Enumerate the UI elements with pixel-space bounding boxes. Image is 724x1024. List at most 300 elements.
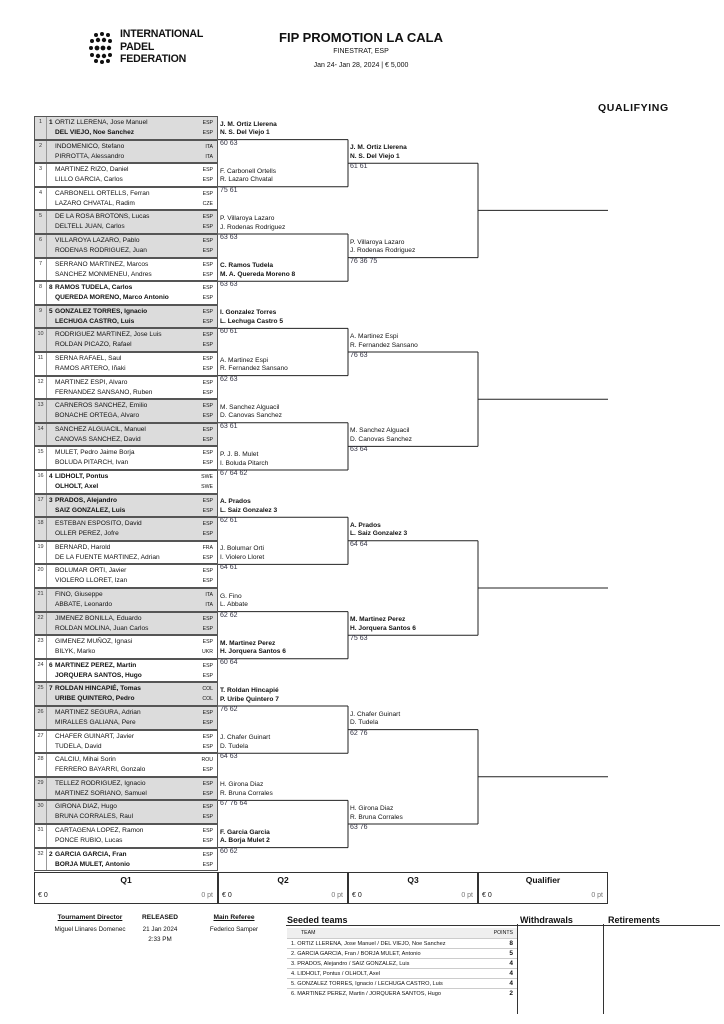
draw-row	[34, 116, 218, 140]
q3-match	[350, 616, 416, 633]
draw-row	[34, 210, 218, 234]
player-name: CANOVAS SANCHEZ, David	[55, 435, 141, 443]
released-label: RELEASED	[142, 914, 178, 921]
player-nationality: ESP	[202, 568, 213, 575]
q3-match	[350, 144, 407, 161]
draw-position: 20	[35, 565, 47, 587]
team-player-1: J. Chafer Guinart	[220, 734, 271, 742]
team-player-1: H. Girona Diaz	[350, 805, 394, 812]
player-nationality: ESP	[202, 295, 213, 302]
q3-match	[350, 427, 412, 444]
seed-rank: 4.	[291, 971, 296, 977]
draw-position: 26	[35, 707, 47, 729]
seed-number: 1	[49, 119, 53, 126]
player-name: MARTINEZ PEREZ, Martin	[55, 661, 137, 669]
player-name: RAMOS ARTERO, Iñaki	[55, 365, 126, 372]
draw-position: 6	[35, 235, 47, 257]
player-name: MARTINEZ ESPI, Alvaro	[55, 378, 128, 386]
player-name: DELTELL JUAN, Carlos	[55, 223, 125, 231]
released-date: 21 Jan 2024	[142, 926, 178, 933]
q2-match	[220, 545, 264, 562]
q2-match	[220, 687, 279, 704]
player-nationality: ESP	[202, 342, 213, 349]
team-player-2: L. Saiz Gonzalez 3	[350, 530, 408, 538]
player-nationality: ESP	[202, 804, 213, 811]
player-name: CARTAGENA LOPEZ, Ramon	[55, 827, 144, 834]
player-name: CARBONELL ORTELLS, Ferran	[55, 189, 150, 197]
team-player-1: M. Martinez Perez	[220, 639, 276, 647]
q2-match	[220, 357, 288, 374]
match-score: 60 63	[220, 139, 238, 147]
team-player-1: H. Girona Diaz	[220, 781, 264, 789]
seed-team: PRADOS, Alejandro / SAIZ GONZALEZ, Luis	[297, 961, 410, 967]
player-nationality: ESP	[202, 780, 213, 787]
team-player-2: R. Bruna Corrales	[350, 813, 403, 821]
player-nationality: ESP	[202, 838, 213, 844]
player-name: SANCHEZ MONMENEU, Andres	[55, 270, 152, 278]
tournament-director	[40, 914, 140, 935]
draw-row	[34, 258, 218, 282]
player-nationality: ESP	[202, 861, 213, 868]
seed-number: 5	[49, 307, 53, 315]
player-nationality: ITA	[205, 592, 213, 598]
tournament-location: FINESTRAT, ESP	[333, 48, 389, 55]
player-name: SERNA RAFAEL, Saul	[55, 355, 122, 362]
draw-row	[34, 470, 218, 494]
player-nationality: ESP	[202, 828, 213, 834]
team-player-1: M. Sanchez Alguacil	[220, 403, 280, 411]
draw-row	[34, 588, 218, 612]
team-player-2: L. Abbate	[220, 601, 248, 609]
player-name: LILLO GARCIA, Carlos	[55, 176, 123, 184]
team-player-1: F. Garcia Garcia	[220, 828, 270, 836]
draw-row	[34, 376, 218, 400]
team-player-1: P. J. B. Mulet	[220, 451, 259, 458]
team-player-2: J. Rodenas Rodriguez	[220, 223, 286, 231]
logo-line-1: INTERNATIONAL	[120, 28, 204, 40]
prize-money: € 0	[482, 892, 492, 899]
player-name: MARTINEZ RIZO, Daniel	[55, 166, 129, 174]
player-nationality: ESP	[202, 814, 213, 821]
draw-position: 29	[35, 778, 47, 800]
seeded-team-row	[287, 978, 517, 988]
withdrawals-title: Withdrawals	[520, 915, 573, 925]
match-score: 63 61	[220, 422, 238, 430]
match-score: 62 63	[220, 375, 238, 383]
draw-position: 23	[35, 636, 47, 658]
player-name: MARTINEZ SORIANO, Samuel	[55, 789, 147, 797]
draw-position: 7	[35, 259, 47, 281]
retirements-title: Retirements	[608, 915, 661, 925]
tournament-dates: Jan 24- Jan 28, 2024 | € 5,000	[313, 62, 409, 69]
q2-match	[220, 168, 276, 185]
player-name: FERRERO BAYARRI, Gonzalo	[55, 766, 146, 774]
match-score: 60 64	[220, 658, 238, 666]
seed-points: 8	[509, 940, 513, 947]
seed-team: MARTINEZ PEREZ, Martin / JORQUERA SANTOS, Hugo	[297, 991, 441, 997]
draw-row	[34, 305, 218, 329]
draw-row	[34, 399, 218, 423]
draw-row	[34, 446, 218, 470]
match-score: 63 63	[220, 234, 238, 241]
team-player-1: J. Bolumar Orti	[220, 545, 264, 553]
player-name: SANCHEZ ALGUACIL, Manuel	[55, 425, 146, 433]
logo-line-2: PADEL	[120, 40, 155, 53]
player-nationality: ESP	[202, 379, 213, 386]
main-referee	[196, 914, 272, 935]
logo-line-3: FEDERATION	[120, 53, 187, 66]
referee-label: Main Referee	[213, 914, 255, 921]
player-nationality: ESP	[202, 177, 213, 184]
player-name: CHAFER GUINART, Javier	[55, 732, 135, 740]
draw-position: 8	[35, 282, 47, 304]
match-score: 67 64 62	[220, 470, 248, 477]
draw-position: 22	[35, 613, 47, 635]
player-nationality: ESP	[202, 497, 213, 504]
draw-position: 2	[35, 141, 47, 163]
player-name: MARTINEZ SEGURA, Adrian	[55, 709, 141, 716]
seed-points: 5	[509, 950, 513, 957]
draw-row	[34, 730, 218, 754]
player-name: MULET, Pedro Jaime Borja	[55, 449, 135, 457]
prize-points: 0 pt	[461, 892, 473, 899]
seed-points: 4	[509, 970, 513, 977]
draw-position: 13	[35, 400, 47, 422]
player-nationality: ESP	[202, 389, 213, 396]
player-name: QUEREDA MORENO, Marco Antonio	[55, 294, 169, 302]
player-name: ROLDAN PICAZO, Rafael	[55, 341, 132, 349]
draw-row	[34, 187, 218, 211]
player-nationality: ESP	[202, 790, 213, 797]
draw-position: 10	[35, 329, 47, 351]
q2-match	[220, 781, 273, 798]
seed-points: 4	[509, 980, 513, 987]
seed-rank: 1.	[291, 941, 296, 947]
team-player-2: P. Uribe Quintero 7	[220, 695, 279, 703]
prize-points: 0 pt	[201, 892, 213, 899]
seeded-team-row	[287, 958, 517, 968]
player-name: PRADOS, Alejandro	[55, 496, 118, 504]
player-name: RAMOS TUDELA, Carlos	[55, 284, 133, 292]
prize-money: € 0	[352, 892, 362, 899]
match-score: 60 62	[220, 847, 238, 855]
draw-row	[34, 281, 218, 305]
team-player-1: P. Villaroya Lazaro	[220, 215, 275, 222]
draw-row	[34, 494, 218, 518]
team-player-1: M. Martinez Perez	[350, 616, 406, 624]
draw-row	[34, 753, 218, 777]
match-score: 64 63	[220, 753, 238, 761]
player-name: URIBE QUINTERO, Pedro	[55, 695, 135, 703]
player-name: RODRIGUEZ MARTINEZ, Jose Luis	[55, 331, 162, 339]
director-label: Tournament Director	[57, 914, 123, 921]
team-player-2: D. Tudela	[220, 742, 249, 750]
footer-rule	[286, 925, 720, 926]
q3-match	[350, 522, 407, 539]
player-nationality: ESP	[202, 318, 213, 325]
seeded-team-row	[287, 988, 517, 998]
draw-position: 15	[35, 447, 47, 469]
player-nationality: ESP	[202, 238, 213, 244]
match-score: 64 64	[350, 540, 368, 548]
player-name: MIRALLES GALIANA, Pere	[55, 719, 136, 726]
player-name: SAIZ GONZALEZ, Luis	[55, 506, 126, 514]
player-name: DE LA FUENTE MARTINEZ, Adrian	[55, 553, 160, 561]
player-name: ABBATE, Leonardo	[55, 601, 113, 608]
seeded-header-row	[287, 928, 517, 938]
team-player-2: L. Lechuga Castro 5	[220, 317, 284, 325]
match-score: 76 36 75	[350, 257, 378, 265]
q3-match	[350, 239, 415, 256]
seed-points: 4	[509, 960, 513, 967]
player-name: BERNARD, Harold	[55, 543, 111, 551]
team-player-1: M. Sanchez Alguacil	[350, 427, 410, 435]
player-nationality: ESP	[202, 224, 213, 231]
team-player-2: D. Canovas Sanchez	[350, 435, 412, 443]
team-player-2: L. Saiz Gonzalez 3	[220, 506, 278, 514]
team-player-2: R. Fernandez Sansano	[350, 341, 418, 349]
draw-position: 1	[35, 117, 47, 139]
player-nationality: ESP	[202, 130, 213, 136]
player-name: LECHUGA CASTRO, Luis	[55, 317, 135, 325]
team-player-1: T. Roldan Hincapié	[220, 687, 279, 694]
player-nationality: ITA	[205, 143, 213, 150]
prize-q1	[34, 872, 218, 904]
player-nationality: ESP	[202, 743, 213, 750]
referee-name: Federico Samper	[209, 926, 259, 933]
player-name: ORTIZ LLERENA, Jose Manuel	[55, 119, 148, 126]
team-player-2: M. A. Quereda Moreno 8	[220, 270, 296, 278]
player-name: GIMENEZ MUÑOZ, Ignasi	[55, 638, 133, 646]
player-name: VILLAROYA LAZARO, Pablo	[55, 237, 140, 244]
team-player-1: I. Gonzalez Torres	[220, 309, 277, 317]
player-nationality: ESP	[202, 248, 213, 254]
team-player-1: F. Carbonell Ortells	[220, 167, 277, 175]
seed-number: 3	[49, 496, 53, 504]
player-name: BOLUMAR ORTI, Javier	[55, 567, 127, 575]
q2-match	[220, 593, 248, 610]
draw-position: 32	[35, 849, 47, 871]
q2-match	[220, 829, 270, 846]
released-time: 2:33 PM	[148, 935, 172, 943]
team-player-2: H. Jorquera Santos 6	[220, 648, 286, 656]
q2-match	[220, 734, 270, 751]
seeded-team-row	[287, 938, 517, 948]
draw-section-title: QUALIFYING	[598, 102, 669, 114]
seed-number: 8	[49, 284, 53, 292]
player-name: JIMENEZ BONILLA, Eduardo	[55, 614, 142, 622]
q3-match	[350, 805, 403, 822]
team-player-2: D. Canovas Sanchez	[220, 412, 282, 420]
footer-divider	[603, 924, 604, 1014]
draw-row	[34, 635, 218, 659]
q2-match	[220, 640, 286, 657]
match-score: 60 61	[220, 328, 238, 336]
q2-match	[220, 498, 277, 515]
draw-row	[34, 423, 218, 447]
player-name: GARCIA GARCIA, Fran	[55, 850, 127, 858]
player-name: FERNANDEZ SANSANO, Ruben	[55, 388, 153, 396]
draw-position: 17	[35, 495, 47, 517]
player-nationality: SWE	[201, 484, 213, 490]
player-name: DEL VIEJO, Noe Sanchez	[55, 129, 135, 136]
player-name: OLHOLT, Axel	[55, 483, 99, 490]
draw-position: 11	[35, 353, 47, 375]
player-nationality: ESP	[202, 120, 213, 126]
player-nationality: ESP	[202, 720, 213, 726]
team-player-1: J. Chafer Guinart	[350, 710, 401, 718]
player-nationality: ESP	[202, 450, 213, 457]
match-score: 75 61	[220, 186, 238, 194]
team-player-1: P. Villaroya Lazaro	[350, 238, 405, 246]
player-nationality: ESP	[202, 662, 213, 669]
player-nationality: ESP	[202, 625, 213, 632]
player-nationality: ESP	[202, 615, 213, 622]
draw-row	[34, 800, 218, 824]
player-nationality: ITA	[205, 153, 213, 160]
team-player-2: H. Jorquera Santos 6	[350, 624, 416, 632]
seed-rank: 5.	[291, 981, 296, 987]
player-nationality: ESP	[202, 261, 213, 268]
player-nationality: ESP	[202, 308, 213, 315]
player-name: INDOMENICO, Stefano	[55, 142, 125, 150]
player-nationality: ESP	[202, 521, 213, 528]
player-nationality: ESP	[202, 851, 213, 858]
player-nationality: ESP	[202, 403, 213, 410]
match-score: 63 64	[350, 446, 368, 454]
player-nationality: ESP	[202, 285, 213, 292]
draw-row	[34, 564, 218, 588]
player-nationality: ESP	[202, 366, 213, 372]
draw-row	[34, 848, 218, 872]
player-nationality: ESP	[202, 767, 213, 774]
seed-rank: 3.	[291, 961, 296, 967]
draw-row	[34, 352, 218, 376]
player-nationality: ITA	[205, 602, 213, 608]
q3-match	[350, 333, 418, 350]
seed-number: 6	[49, 661, 53, 669]
draw-row	[34, 659, 218, 683]
draw-position: 19	[35, 542, 47, 564]
draw-position: 4	[35, 188, 47, 210]
draw-row	[34, 824, 218, 848]
team-player-2: R. Fernandez Sansano	[220, 365, 288, 373]
draw-position: 25	[35, 683, 47, 705]
player-nationality: ESP	[202, 554, 213, 561]
points-column-header: POINTS	[493, 930, 513, 936]
player-name: CALCIU, Mihai Sorin	[55, 756, 116, 764]
player-name: LIDHOLT, Pontus	[55, 473, 109, 480]
team-player-1: A. Martinez Espi	[220, 356, 269, 364]
draw-position: 30	[35, 801, 47, 823]
q2-match	[220, 121, 277, 138]
team-player-1: G. Fino	[220, 592, 242, 600]
draw-row	[34, 541, 218, 565]
team-player-2: R. Lazaro Chvatal	[220, 176, 273, 184]
draw-position: 14	[35, 424, 47, 446]
player-name: BILYK, Marko	[55, 648, 96, 656]
player-name: RODENAS RODRIGUEZ, Juan	[55, 247, 147, 254]
draw-position: 16	[35, 471, 47, 493]
draw-position: 5	[35, 211, 47, 233]
player-name: BORJA MULET, Antonio	[55, 860, 130, 868]
seed-number: 7	[49, 685, 53, 693]
draw-position: 12	[35, 377, 47, 399]
player-nationality: ESP	[202, 460, 213, 467]
draw-row	[34, 328, 218, 352]
prize-round: Q3	[407, 875, 419, 885]
match-score: 76 62	[220, 706, 238, 713]
team-player-1: J. M. Ortiz Llerena	[350, 144, 407, 152]
player-name: SERRANO MARTINEZ, Marcos	[55, 260, 149, 268]
player-nationality: ESP	[202, 413, 213, 420]
player-name: BOLUDA PITARCH, Ivan	[55, 459, 129, 467]
q2-match	[220, 262, 295, 279]
match-score: 75 63	[350, 635, 368, 643]
player-name: LAZARO CHVATAL, Radim	[55, 199, 135, 207]
player-name: FINO, Giuseppe	[55, 591, 103, 598]
player-nationality: ESP	[202, 733, 213, 740]
q2-match	[220, 451, 268, 468]
q2-match	[220, 404, 282, 421]
player-nationality: ESP	[202, 356, 213, 362]
team-player-1: J. M. Ortiz Llerena	[220, 120, 277, 128]
tournament-title: FIP PROMOTION LA CALA	[279, 30, 443, 45]
seed-team: GARCIA GARCIA, Fran / BORJA MULET, Antonio	[297, 951, 421, 957]
player-nationality: ROU	[201, 757, 213, 764]
team-column-header: TEAM	[301, 930, 316, 936]
player-nationality: ESP	[202, 578, 213, 585]
team-player-2: A. Borja Mulet 2	[220, 837, 270, 845]
match-score: 62 61	[220, 517, 238, 525]
player-nationality: CZE	[202, 200, 213, 207]
q2-match	[220, 215, 285, 232]
player-name: BRUNA CORRALES, Raul	[55, 813, 134, 821]
seeded-team-row	[287, 968, 517, 978]
match-score: 67 76 64	[220, 800, 248, 808]
director-name: Miguel Llinares Domenec	[54, 926, 126, 933]
player-nationality: ESP	[202, 332, 213, 339]
team-player-2: I. Violero Lloret	[220, 553, 265, 561]
prize-round: Qualifier	[525, 875, 561, 885]
player-name: PIRROTTA, Alessandro	[55, 152, 125, 160]
draw-row	[34, 234, 218, 258]
player-nationality: COL	[202, 686, 213, 693]
player-name: TUDELA, David	[55, 742, 102, 750]
draw-position: 27	[35, 731, 47, 753]
player-nationality: ESP	[202, 214, 213, 221]
team-player-2: I. Boluda Pitarch	[220, 459, 269, 467]
player-nationality: ESP	[202, 271, 213, 278]
player-name: ROLDAN MOLINA, Juan Carlos	[55, 624, 149, 632]
match-score: 64 61	[220, 564, 238, 572]
draw-position: 3	[35, 164, 47, 186]
player-name: OLLER PEREZ, Jofre	[55, 530, 119, 538]
prize-money: € 0	[222, 892, 232, 899]
seed-number: 2	[49, 850, 53, 858]
draw-position: 28	[35, 754, 47, 776]
prize-points: 0 pt	[591, 892, 603, 899]
player-nationality: ESP	[202, 426, 213, 433]
player-nationality: ESP	[202, 436, 213, 443]
prize-q2	[218, 872, 348, 904]
team-player-2: R. Bruna Corrales	[220, 789, 273, 797]
match-score: 76 63	[350, 352, 368, 359]
player-name: ROLDAN HINCAPIÉ, Tomas	[55, 685, 141, 693]
draw-position: 24	[35, 660, 47, 682]
player-name: BONACHE ORTEGA, Alvaro	[55, 412, 140, 420]
seed-number: 4	[49, 473, 53, 480]
